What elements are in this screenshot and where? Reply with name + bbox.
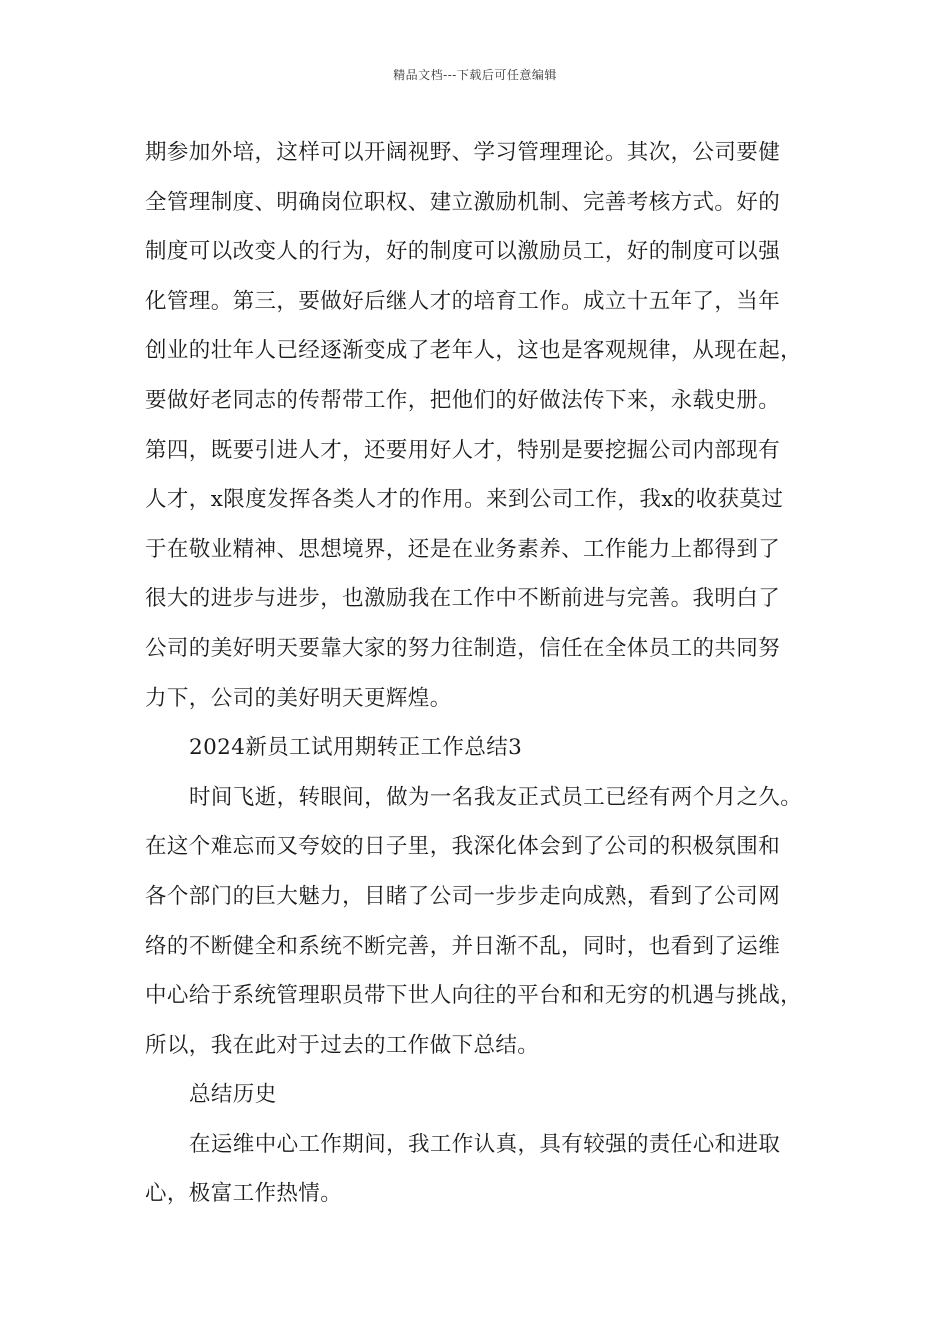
section-heading: 总结历史 — [189, 1082, 277, 1108]
text-line: 时间飞逝，转眼间，做为一名我友正式员工已经有两个月之久。 — [189, 784, 803, 810]
section-title: 2024新员工试用期转正工作总结3 — [189, 735, 523, 761]
text-line: 在这个难忘而又夸姣的日子里，我深化体会到了公司的积极氛围和 — [145, 834, 781, 860]
text-line: 公司的美好明天要靠大家的努力往制造，信任在全体员工的共同努 — [145, 635, 781, 661]
text-line: 期参加外培，这样可以开阔视野、学习管理理论。其次，公司要健 — [145, 140, 781, 165]
text-line: 心，极富工作热情。 — [145, 1181, 343, 1207]
text-line: 要做好老同志的传帮带工作，把他们的好做法传下来，永载史册。 — [145, 387, 781, 413]
text-line: 很大的进步与进步，也激励我在工作中不断前进与完善。我明白了 — [145, 586, 781, 612]
text-line: 制度可以改变人的行为，好的制度可以激励员工，好的制度可以强 — [145, 239, 781, 265]
document-body — [145, 128, 815, 1219]
text-line: 所以，我在此对于过去的工作做下总结。 — [145, 1032, 540, 1058]
text-line: 全管理制度、明确岗位职权、建立激励机制、完善考核方式。好的 — [145, 189, 781, 215]
text-line: 第四，既要引进人才，还要用好人才，特别是要挖掘公司内部现有 — [145, 437, 781, 463]
text-line: 各个部门的巨大魅力，目睹了公司一步步走向成熟，看到了公司网 — [145, 883, 781, 909]
page-header: 精品文档---下载后可任意编辑 — [393, 68, 557, 82]
text-line: 络的不断健全和系统不断完善，并日渐不乱，同时，也看到了运维 — [145, 933, 781, 959]
text-line: 创业的壮年人已经逐渐变成了老年人，这也是客观规律，从现在起， — [145, 338, 803, 364]
text-line: 在运维中心工作期间，我工作认真，具有较强的责任心和进取 — [189, 1131, 781, 1157]
text-line: 中心给于系统管理职员带下世人向往的平台和和无穷的机遇与挑战， — [145, 983, 803, 1009]
text-line: 化管理。第三，要做好后继人才的培育工作。成立十五年了，当年 — [145, 288, 781, 314]
text-line: 于在敬业精神、思想境界，还是在业务素养、工作能力上都得到了 — [145, 536, 781, 562]
text-line: 力下，公司的美好明天更辉煌。 — [145, 685, 452, 711]
text-line: 人才，x限度发挥各类人才的作用。来到公司工作，我x的收获莫过 — [145, 487, 784, 513]
